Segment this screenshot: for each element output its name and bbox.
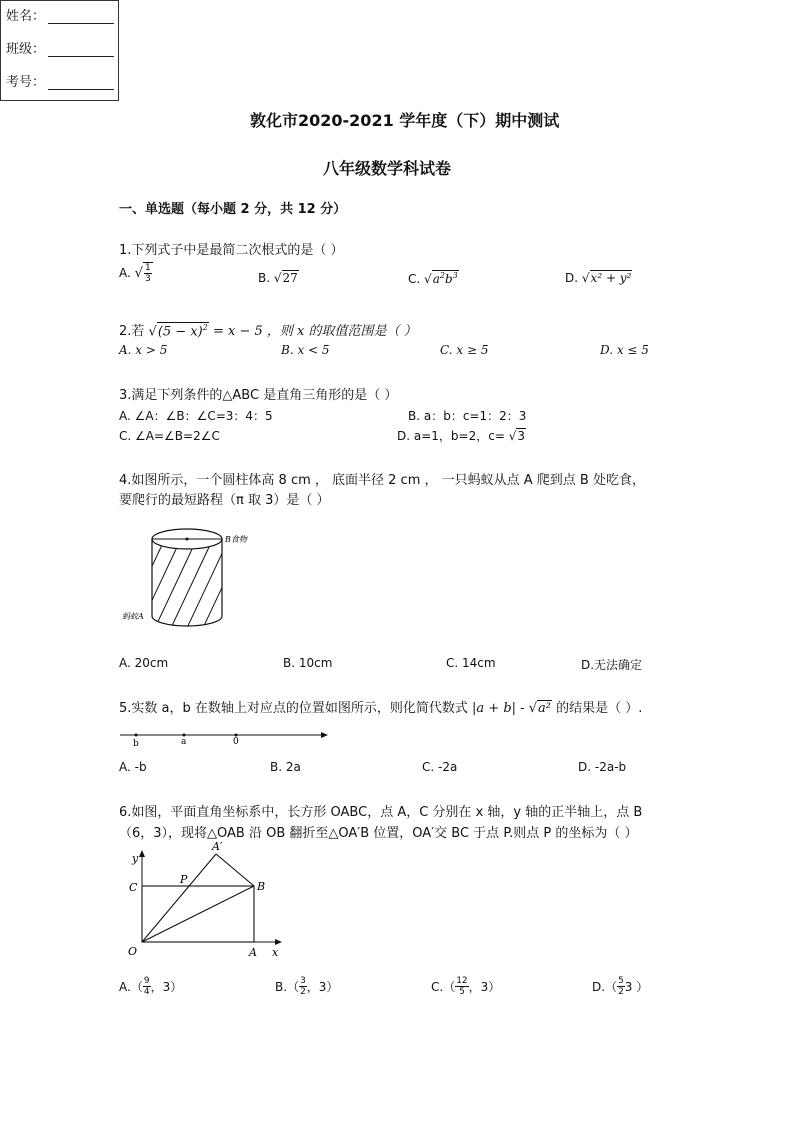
q1-option-a[interactable] bbox=[119, 262, 153, 296]
q1-option-b[interactable]: B. √27 bbox=[258, 271, 298, 285]
q2-suffix: = x − 5 ，则 x 的取值范围是（ ） bbox=[212, 324, 417, 339]
q4-option-c[interactable]: C. 14cm bbox=[446, 656, 496, 670]
q4-line2: 要爬行的最短路程（π 取 3）是（ ） bbox=[119, 493, 330, 508]
q6-line1: 6.如图，平面直角坐标系中，长方形 OABC，点 A，C 分别在 x 轴，y 轴的正半轴上，点 B bbox=[119, 805, 643, 820]
q4-line1: 4.如图所示，一个圆柱体高 8 cm ， 底面半径 2 cm ， 一只蚂蚁从点 A 爬到点 B 处吃食， bbox=[119, 473, 645, 488]
fig-label-b: B食物 bbox=[225, 535, 247, 544]
q3-d-label: D. a=1，b=2，c= bbox=[397, 429, 505, 443]
fig-a-prime: A′ bbox=[212, 840, 223, 853]
q3-d-radicand: 3 bbox=[517, 429, 525, 443]
q5-expr: |a + b| - bbox=[472, 701, 525, 716]
q3-option-d[interactable]: D. a=1，b=2，c= √3 bbox=[397, 429, 525, 443]
diagonal-ob bbox=[142, 886, 254, 942]
number-row bbox=[6, 71, 114, 90]
q1-c-sqrt: $√a^2b^3$ bbox=[424, 271, 458, 286]
q2-option-a[interactable]: A. x > 5 bbox=[119, 343, 168, 357]
exam-subtitle: 八年级数学科试卷 bbox=[323, 159, 452, 178]
q5-option-a[interactable]: A. -b bbox=[119, 760, 147, 774]
section-heading: 一、单选题（每小题 2 分，共 12 分） bbox=[119, 202, 347, 217]
exam-title: 敦化市2020-2021 学年度（下）期中测试 bbox=[250, 111, 560, 130]
q5-option-c[interactable]: C. -2a bbox=[422, 760, 458, 774]
fig-y: y bbox=[132, 852, 139, 865]
q1-stem: 1.下列式子中是最简二次根式的是（ ） bbox=[119, 243, 344, 258]
q1-d-label: D. bbox=[565, 271, 579, 285]
number-line bbox=[118, 726, 332, 748]
q5-prefix: 5.实数 a，b 在数轴上对应点的位置如图所示，则化简代数式 bbox=[119, 701, 468, 716]
q2-option-c[interactable]: C. x ≥ 5 bbox=[440, 343, 489, 357]
q3-stem: 3.满足下列条件的△ABC 是直角三角形的是（ ） bbox=[119, 388, 398, 403]
q6-d-fraction: $\frac{5}{2}$ bbox=[618, 976, 624, 997]
q1-a-sqrt: √ $\frac{1}{3}$ bbox=[134, 263, 151, 284]
q1-option-d[interactable]: D. √x² + y² bbox=[565, 271, 632, 285]
q3-option-c[interactable]: C. ∠A=∠B=2∠C bbox=[119, 429, 220, 443]
segment-oa-prime bbox=[142, 854, 216, 942]
fig-o: O bbox=[128, 945, 138, 958]
name-row bbox=[6, 5, 114, 24]
class-row bbox=[6, 38, 114, 57]
q5-radicand: a² bbox=[537, 701, 551, 716]
q6-c-fraction: $\frac{12}{5}$ bbox=[456, 976, 468, 997]
q2-prefix: 2.若 bbox=[119, 324, 145, 339]
fig-label-a: 蚂蚁A bbox=[122, 612, 144, 621]
axis-label-b: b bbox=[133, 739, 139, 748]
name-label: 姓名： bbox=[6, 9, 46, 24]
q6-option-b[interactable]: B.（ $\frac{3}{2}$ ，3） bbox=[275, 976, 339, 997]
q2-stem bbox=[119, 320, 417, 339]
q6-option-d[interactable]: D.（ $\frac{5}{2}$ 3 ） bbox=[592, 976, 649, 997]
fig-p: P bbox=[180, 873, 188, 886]
q4-option-a[interactable]: A. 20cm bbox=[119, 656, 169, 670]
fig-b: B bbox=[257, 880, 266, 893]
number-blank[interactable] bbox=[48, 76, 114, 90]
q6-option-c[interactable]: C.（ $\frac{12}{5}$ ，3） bbox=[431, 976, 501, 997]
q1-a-label: A. bbox=[119, 266, 131, 280]
q5-suffix: 的结果是（ ）. bbox=[556, 701, 643, 716]
q1-option-c[interactable] bbox=[408, 270, 459, 286]
q2-option-b[interactable]: B. x < 5 bbox=[281, 343, 330, 357]
segment-a-prime-b bbox=[216, 854, 254, 886]
q5-stem: 5.实数 a，b 在数轴上对应点的位置如图所示，则化简代数式 |a + b| - √a² 的结果是（ ）. bbox=[119, 701, 643, 716]
q6-a-fraction: $\frac{9}{4}$ bbox=[143, 976, 150, 997]
q3-option-b[interactable]: B. a：b：c=1：2：3 bbox=[408, 409, 527, 423]
axis-label-0: 0 bbox=[233, 737, 239, 747]
q1-b-radicand: 27 bbox=[282, 271, 298, 285]
cylinder-figure bbox=[118, 520, 268, 632]
q5-option-d[interactable]: D. -2a-b bbox=[578, 760, 627, 774]
q5-option-b[interactable]: B. 2a bbox=[270, 760, 301, 774]
q4-option-d[interactable]: D.无法确定 bbox=[581, 658, 643, 672]
name-blank[interactable] bbox=[48, 10, 114, 24]
q2-sqrt: $√(5 - x)^2$ bbox=[148, 322, 208, 339]
cylinder-bottom bbox=[152, 616, 222, 626]
coordinate-figure bbox=[118, 838, 288, 962]
q4-option-b[interactable]: B. 10cm bbox=[283, 656, 333, 670]
q1-b-label: B. bbox=[258, 271, 271, 285]
point-b bbox=[135, 734, 138, 737]
class-label: 班级： bbox=[6, 42, 46, 57]
fig-c: C bbox=[129, 881, 138, 894]
q1-d-radicand: x² + y² bbox=[590, 271, 632, 285]
fig-a: A bbox=[249, 946, 257, 959]
q1-c-label: C. bbox=[408, 272, 421, 286]
q3-option-a[interactable]: A. ∠A：∠B：∠C=3：4：5 bbox=[119, 409, 273, 423]
class-blank[interactable] bbox=[48, 43, 114, 57]
axis-label-a: a bbox=[181, 737, 187, 747]
q6-line2: （6，3），现将△OAB 沿 OB 翻折至△OA′B 位置，OA′交 BC 于点 P.则点 P 的坐标为（ ） bbox=[119, 826, 638, 841]
student-info-box bbox=[0, 0, 119, 101]
q6-b-fraction: $\frac{3}{2}$ bbox=[300, 976, 306, 997]
q6-option-a[interactable]: A.（ $\frac{9}{4}$ ，3） bbox=[119, 976, 183, 997]
q2-option-d[interactable]: D. x ≤ 5 bbox=[600, 343, 649, 357]
fig-x: x bbox=[272, 946, 279, 959]
number-label: 考号： bbox=[6, 75, 46, 90]
